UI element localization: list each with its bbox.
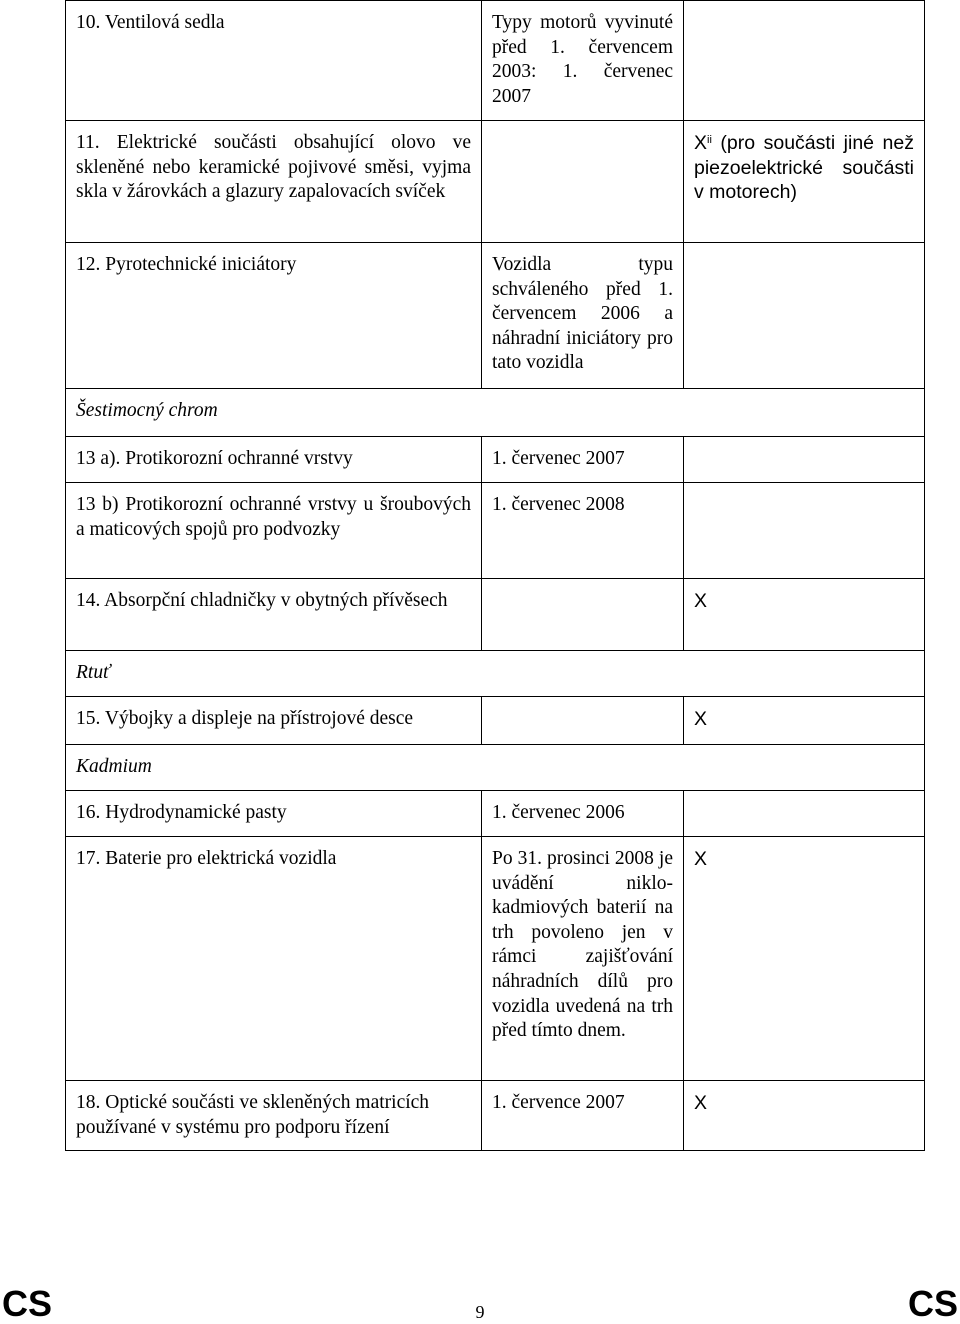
section-row: [66, 745, 925, 791]
section-heading: Rtuť: [66, 651, 925, 697]
section-heading: Šestimocný chrom: [66, 389, 925, 437]
mark-cell: [684, 1, 925, 121]
date-cell: Vozidla typu schváleného před 1. červencem 2006 a náhradní iniciátory pro tato vozidla: [482, 243, 684, 389]
item-cell: 13 b) Protikorozní ochranné vrstvy u šroubových a maticových spojů pro podvozky: [66, 483, 482, 579]
exemptions-table: [65, 0, 925, 1151]
table-row: [66, 243, 925, 389]
mark-cell: X: [684, 837, 925, 1081]
table-row: [66, 791, 925, 837]
date-cell: [482, 579, 684, 651]
item-cell: 16. Hydrodynamické pasty: [66, 791, 482, 837]
item-cell: 13 a). Protikorozní ochranné vrstvy: [66, 437, 482, 483]
section-row: [66, 389, 925, 437]
date-cell: 1. červenec 2006: [482, 791, 684, 837]
section-row: [66, 651, 925, 697]
date-cell: Po 31. prosinci 2008 je uvádění niklo-kadmiových baterií na trh povoleno jen v rámci zajišťování náhradních dílů pro vozidla uvedená na trh před tímto dnem.: [482, 837, 684, 1081]
date-cell: 1. července 2007: [482, 1081, 684, 1151]
footer-language-left: CS: [2, 1283, 53, 1324]
mark-x: X: [694, 132, 708, 154]
table-row: [66, 483, 925, 579]
date-cell: [482, 121, 684, 243]
mark-cell: [684, 121, 925, 243]
mark-cell: [684, 243, 925, 389]
mark-cell: [684, 437, 925, 483]
table-row: [66, 697, 925, 745]
mark-cell: X: [684, 579, 925, 651]
mark-cell: [684, 791, 925, 837]
item-cell: 14. Absorpční chladničky v obytných přívěsech: [66, 579, 482, 651]
date-cell: 1. červenec 2007: [482, 437, 684, 483]
item-cell: 18. Optické součásti ve skleněných matricích používané v systému pro podporu řízení: [66, 1081, 482, 1151]
table-row: [66, 837, 925, 1081]
item-cell: 10. Ventilová sedla: [66, 1, 482, 121]
table-row: [66, 121, 925, 243]
table-row: [66, 1081, 925, 1151]
table-row: [66, 1, 925, 121]
mark-cell: [684, 483, 925, 579]
footer-language-right: CS: [907, 1283, 958, 1324]
mark-note: (pro součásti jiné než piezoelektrické součásti v motorech): [694, 132, 914, 204]
item-cell: 17. Baterie pro elektrická vozidla: [66, 837, 482, 1081]
item-cell: 12. Pyrotechnické iniciátory: [66, 243, 482, 389]
section-heading: Kadmium: [66, 745, 925, 791]
mark-cell: X: [684, 697, 925, 745]
footnote-ref: ii: [707, 134, 712, 146]
table-row: [66, 437, 925, 483]
item-cell: 15. Výbojky a displeje na přístrojové desce: [66, 697, 482, 745]
mark-cell: X: [684, 1081, 925, 1151]
date-cell: 1. červenec 2008: [482, 483, 684, 579]
date-cell: [482, 697, 684, 745]
table-row: [66, 579, 925, 651]
date-cell: Typy motorů vyvinuté před 1. červencem 2003: 1. červenec 2007: [482, 1, 684, 121]
page-number: 9: [475, 1302, 485, 1322]
item-cell: 11. Elektrické součásti obsahující olovo ve skleněné nebo keramické pojivové směsi, vyjma skla v žárovkách a glazury zapalovacích svíček: [66, 121, 482, 243]
